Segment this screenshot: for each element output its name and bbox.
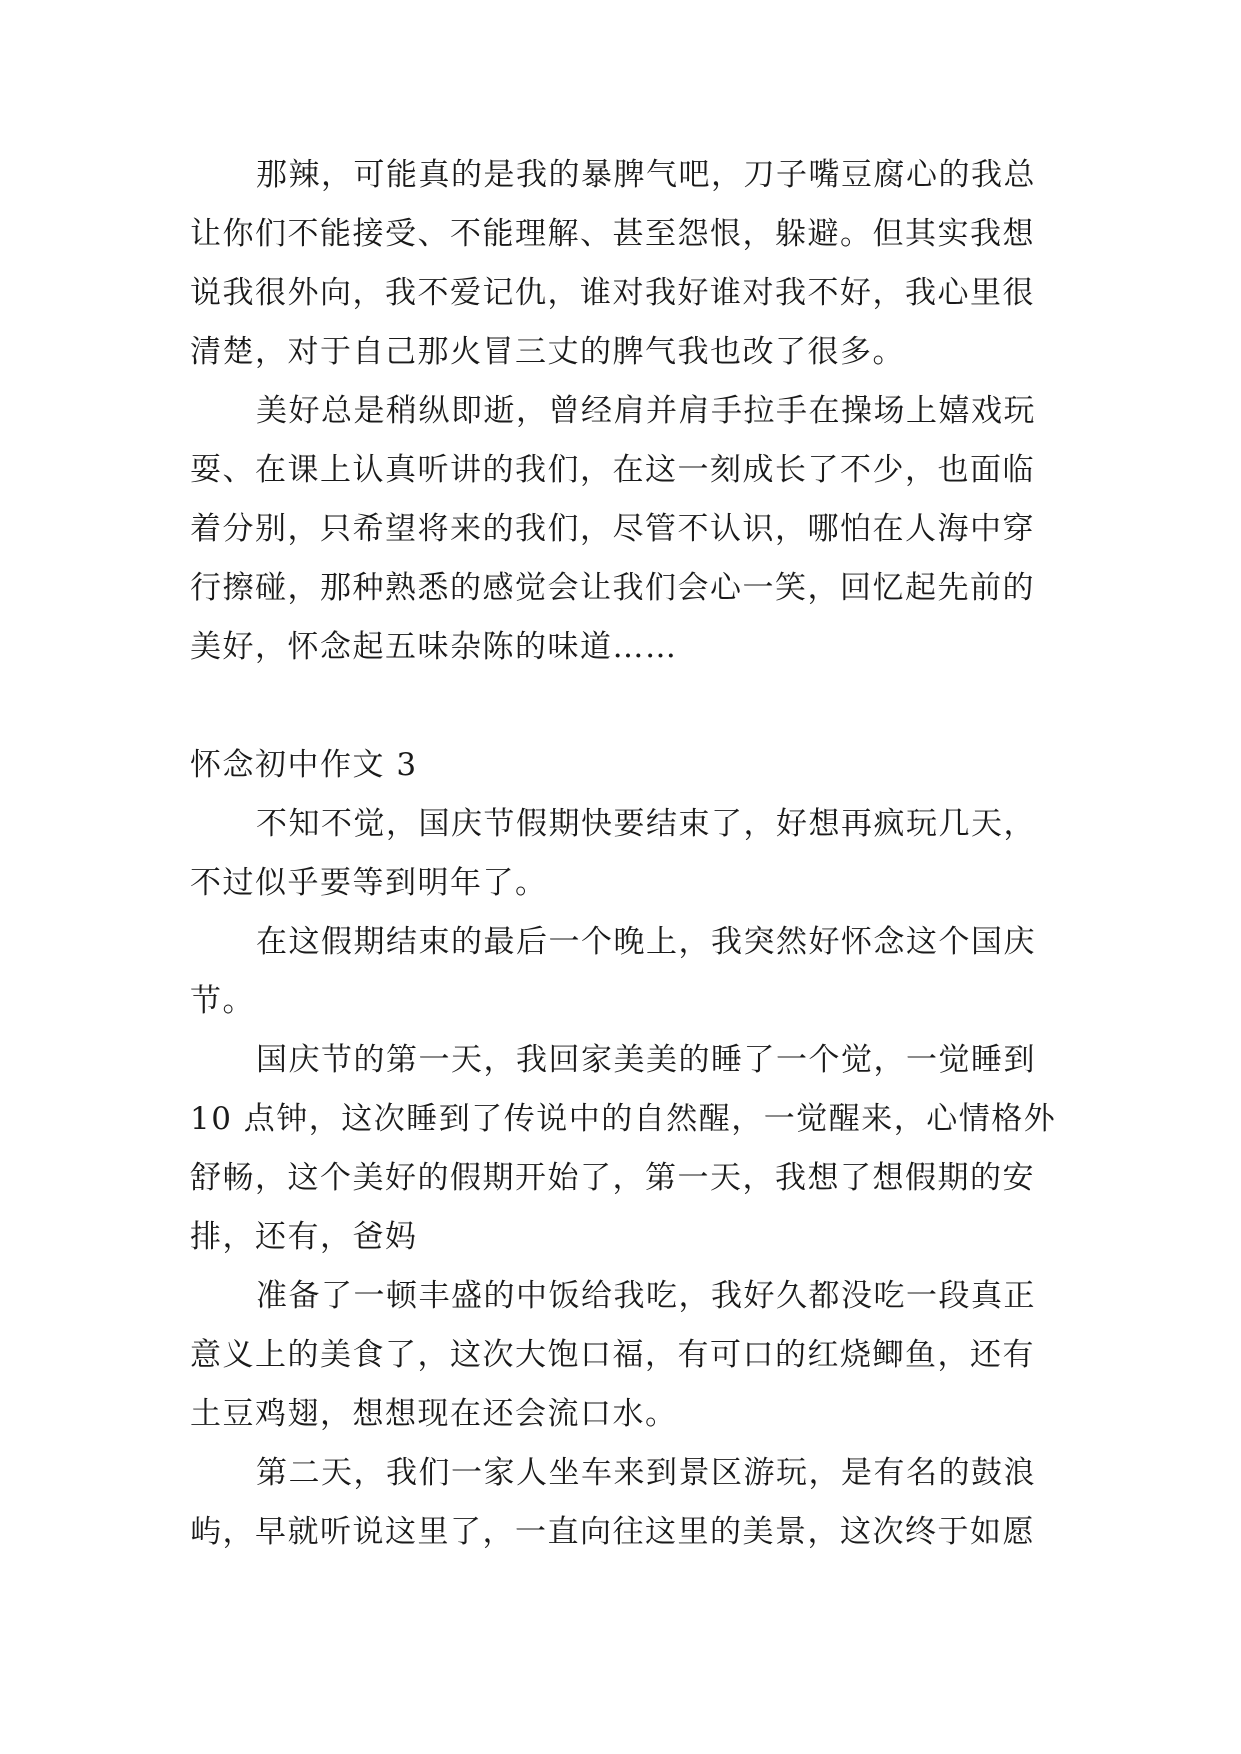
paragraph bbox=[190, 1453, 1070, 1571]
paragraph bbox=[190, 155, 1070, 391]
text-line: 在这假期结束的最后一个晚上，我突然好怀念这个国庆 bbox=[256, 924, 1036, 960]
text-line: 不知不觉，国庆节假期快要结束了，好想再疯玩几天， bbox=[256, 806, 1036, 842]
paragraph bbox=[190, 1040, 1070, 1276]
paragraph bbox=[190, 1276, 1070, 1453]
text-line: 让你们不能接受、不能理解、甚至怨恨，躲避。但其实我想 bbox=[190, 216, 1035, 252]
text-line: 节。 bbox=[190, 983, 255, 1019]
text-line: 着分别，只希望将来的我们，尽管不认识，哪怕在人海中穿 bbox=[190, 511, 1035, 547]
text-line: 第二天，我们一家人坐车来到景区游玩，是有名的鼓浪 bbox=[256, 1455, 1036, 1491]
text-line: 准备了一顿丰盛的中饭给我吃，我好久都没吃一段真正 bbox=[256, 1278, 1036, 1314]
text-line: 耍、在课上认真听讲的我们，在这一刻成长了不少，也面临 bbox=[190, 452, 1035, 488]
text-line: 排，还有，爸妈 bbox=[190, 1219, 418, 1255]
paragraph bbox=[190, 922, 1070, 1040]
text-line: 国庆节的第一天，我回家美美的睡了一个觉，一觉睡到 bbox=[256, 1042, 1036, 1078]
paragraph bbox=[190, 804, 1070, 922]
text-line: 不过似乎要等到明年了。 bbox=[190, 865, 548, 901]
text-line: 清楚，对于自己那火冒三丈的脾气我也改了很多。 bbox=[190, 334, 905, 370]
text-line: 美好，怀念起五味杂陈的味道…… bbox=[190, 629, 678, 665]
paragraph bbox=[190, 391, 1070, 686]
section-title: 怀念初中作文 3 bbox=[190, 747, 418, 783]
text-line: 土豆鸡翅，想想现在还会流口水。 bbox=[190, 1396, 678, 1432]
text-line: 那辣，可能真的是我的暴脾气吧，刀子嘴豆腐心的我总 bbox=[256, 157, 1036, 193]
document-body bbox=[190, 155, 1070, 1571]
text-line: 说我很外向，我不爱记仇，谁对我好谁对我不好，我心里很 bbox=[190, 275, 1035, 311]
text-line: 行擦碰，那种熟悉的感觉会让我们会心一笑，回忆起先前的 bbox=[190, 570, 1035, 606]
text-line: 意义上的美食了，这次大饱口福，有可口的红烧鲫鱼，还有 bbox=[190, 1337, 1035, 1373]
text-line: 屿，早就听说这里了，一直向往这里的美景，这次终于如愿 bbox=[190, 1514, 1035, 1550]
text-line: 10 点钟，这次睡到了传说中的自然醒，一觉醒来，心情格外 bbox=[190, 1101, 1057, 1137]
text-line: 舒畅，这个美好的假期开始了，第一天，我想了想假期的安 bbox=[190, 1160, 1035, 1196]
text-line: 美好总是稍纵即逝，曾经肩并肩手拉手在操场上嬉戏玩 bbox=[256, 393, 1036, 429]
